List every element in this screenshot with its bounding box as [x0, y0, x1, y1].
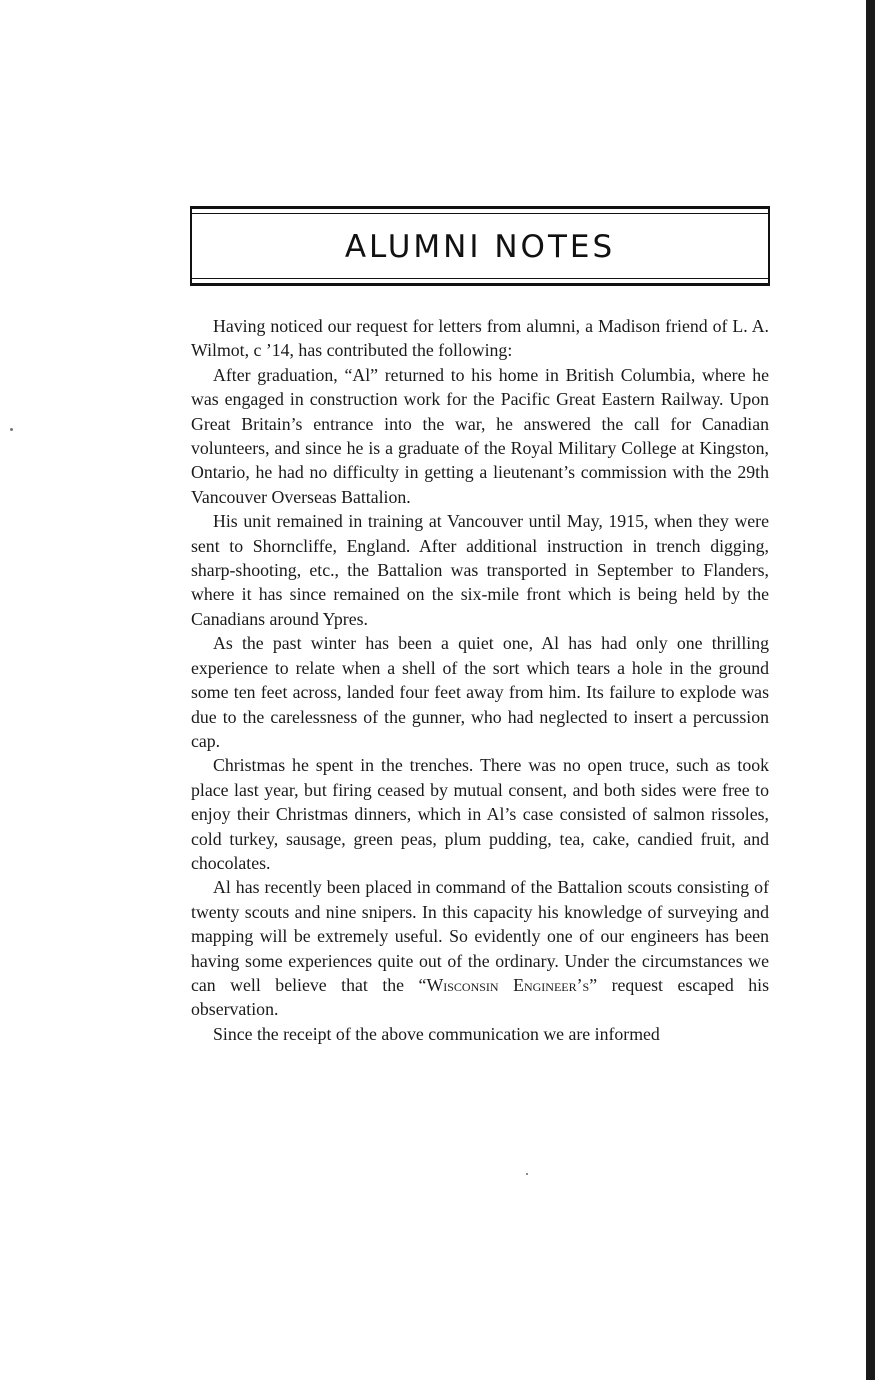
paragraph-3: His unit remained in training at Vancouver until May, 1915, when they were sent to Shorncliffe, England. After additional instruction in trench digging, sharp-shooting, etc., the Battalion was transported in September to Flanders, where it has since remained on the six-mile front which is being held by the Canadians around Ypres. — [191, 511, 769, 629]
paragraph-5: Christmas he spent in the trenches. There was no open truce, such as took place last year, but firing ceased by mutual consent, and both sides were free to enjoy their Christmas dinners, which in Al’s case consisted of salmon rissoles, cold turkey, sausage, green peas, plum pudding, tea, cake, candied fruit, and chocolates. — [191, 755, 769, 873]
page-speck — [526, 1173, 528, 1175]
paragraph-7: Since the receipt of the above communication we are informed — [213, 1023, 660, 1044]
paragraph-1: Having noticed our request for letters from alumni, a Madison friend of L. A. Wilmot, c ’14, has contributed the following: — [191, 316, 769, 361]
journal-name: Wisconsin Engineer’s — [426, 974, 590, 995]
article-body — [191, 314, 769, 1046]
margin-speck — [10, 428, 13, 431]
paragraph-6 — [191, 875, 769, 1021]
section-title: ALUMNI NOTES — [344, 229, 616, 265]
paragraph-6-text: Al has recently been placed in command of the Battalion scouts consisting of twenty scouts and nine snipers. In this capacity his knowledge of surveying and mapping will be extremely useful. So evidently one of our engineers has been having some experiences quite out of the ordinary. Under the circumstances we can well believe that the “ — [191, 877, 769, 995]
section-header-box — [190, 206, 770, 286]
scan-edge-border — [866, 0, 875, 1380]
paragraph-6-end: ” request escaped his observation. — [191, 974, 769, 1020]
paragraph-2: After graduation, “Al” returned to his home in British Columbia, where he was engaged in construction work for the Pacific Great Eastern Railway. Upon Great Britain’s entrance into the war, he answered the call for Canadian volunteers, and since he is a graduate of the Royal Military College at Kingston, Ontario, he had no difficulty in getting a lieutenant’s commission with the 29th Vancouver Overseas Battalion. — [191, 364, 769, 507]
paragraph-4: As the past winter has been a quiet one, Al has had only one thrilling experience to relate when a shell of the sort which tears a hole in the ground some ten feet across, landed four feet away from him. Its failure to explode was due to the carelessness of the gunner, who had neglected to insert a percussion cap. — [191, 633, 769, 751]
